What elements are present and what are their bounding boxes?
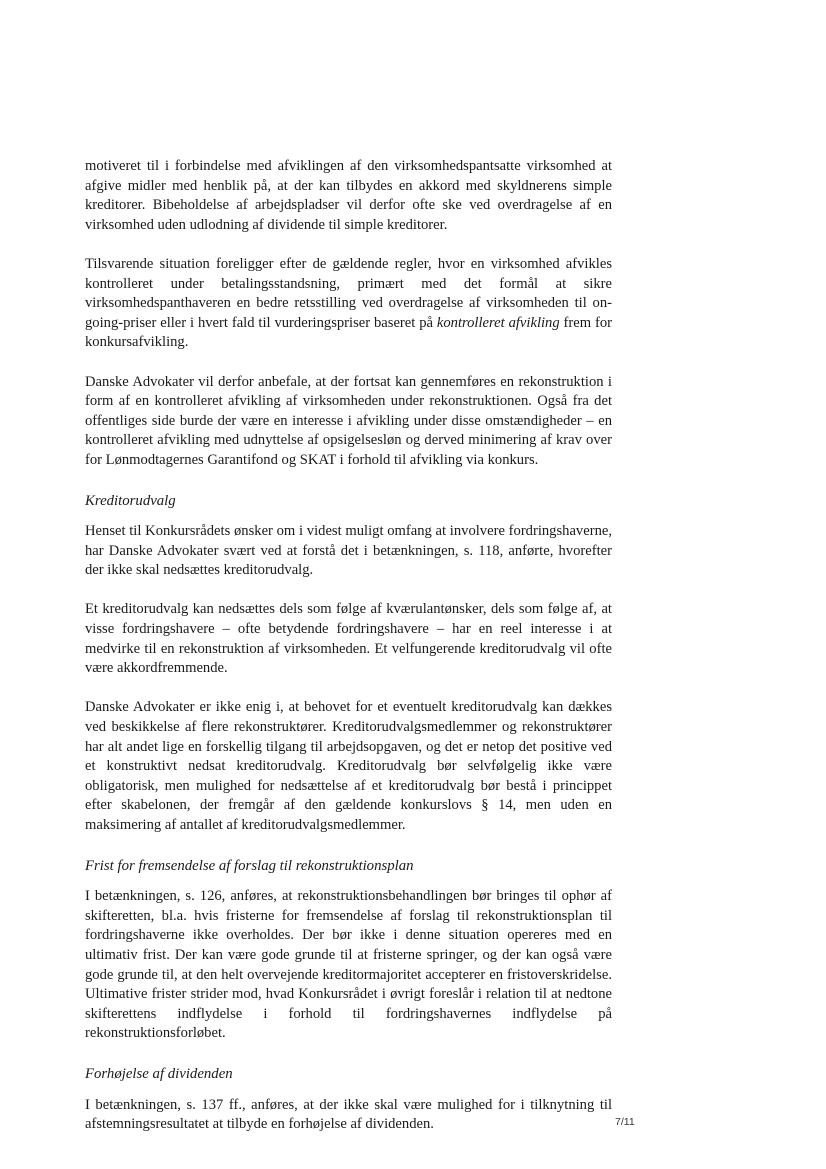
heading-kreditorudvalg: Kreditorudvalg [85,492,176,509]
paragraph-7: I betænkningen, s. 126, anføres, at rekonstruktionsbehandlingen bør bringes til ophør af skifteretten, bl.a. hvis fristerne for fremsendelse af forslag til rekonstruktionsplan til fordringshaverne ikke overholdes. Der bør ikke i denne situation opereres med en ultimativ frist. Der kan være gode grunde til at fristerne springer, og der kan også være gode grunde til, at den helt overvejende kreditormajoritet accepterer en fristoverskridelse. Ultimative frister strider mod, hvad Konkursrådet i øvrigt foreslår i relation til at nedtone skifterettens indflydelse i forhold til fordringshavernes indflydelse på rekonstruktionsforløbet. [85,888,612,1042]
document-body [85,157,612,1135]
paragraph-2-text-end: frem for konkursafvikling. [85,314,612,351]
heading-frist: Frist for fremsendelse af forslag til rekonstruktionsplan [85,857,414,874]
paragraph-4: Henset til Konkursrådets ønsker om i videst muligt omfang at involvere fordringshaverne, har Danske Advokater svært ved at forstå det i betænkningen, s. 118, anførte, hvorefter der ikke skal nedsættes kreditorudvalg. [85,523,612,579]
paragraph-1: motiveret til i forbindelse med afviklingen af den virksomhedspantsatte virksomhed at afgive midler med henblik på, at der kan tilbydes en akkord med skyldnerens simple kreditorer. Bibeholdelse af arbejdspladser vil derfor ofte ske ved overdragelse af en virksomhed uden udlodning af dividende til simple kreditorer. [85,158,612,233]
paragraph-6: Danske Advokater er ikke enig i, at behovet for et eventuelt kreditorudvalg kan dækkes ved beskikkelse af flere rekonstruktører. Kreditorudvalgsmedlemmer og rekonstruktører har alt andet lige en forskellig tilgang til arbejdsopgaven, og det er netop det positive ved et konstruktivt nedsat kreditorudvalg. Kreditorudvalg bør selvfølgelig ikke være obligatorisk, men mulighed for nedsættelse af et kreditorudvalg bør bestå i princippet efter skabelonen, der fremgår af den gældende konkurslovs § 14, men uden en maksimering af antallet af kreditorudvalgsmedlemmer. [85,699,612,833]
paragraph-8: I betænkningen, s. 137 ff., anføres, at der ikke skal være mulighed for i tilknytning til afstemningsresultatet at tilbyde en forhøjelse af dividenden. [85,1096,612,1133]
heading-forhoejelse: Forhøjelse af dividenden [85,1065,233,1082]
paragraph-5: Et kreditorudvalg kan nedsættes dels som følge af kværulantønsker, dels som følge af, at visse fordringshavere – ofte betydende fordringshavere – har en reel interesse i at medvirke til en rekonstruktion af virksomheden. Et velfungerende kreditorudvalg vil ofte være akkordfremmende. [85,601,612,677]
paragraph-2-text-start: Tilsvarende situation foreligger efter de gældende regler, hvor en virksomhed afvikles kontrolleret under betalingsstandsning, primært med det formål at sikre virksomhedspanthaveren en bedre retsstilling ved overdragelse af virksomheden til on-going-priser eller i hvert fald til vurderingspriser baseret på [85,255,612,331]
paragraph-3: Danske Advokater vil derfor anbefale, at der fortsat kan gennemføres en rekonstruktion i form af en kontrolleret afvikling af virksomheden under rekonstruktionen. Også fra det offentliges side burde der være en interesse i afvikling under disse omstændigheder – en kontrolleret afvikling med udnyttelse af opsigelsesløn og derved minimering af krav over for Lønmodtagernes Garantifond og SKAT i forhold til afvikling via konkurs. [85,373,612,468]
page-number: 7/11 [615,1116,635,1128]
paragraph-2-emphasis: kontrolleret afvikling [436,314,560,331]
paragraph-2 [85,255,612,353]
